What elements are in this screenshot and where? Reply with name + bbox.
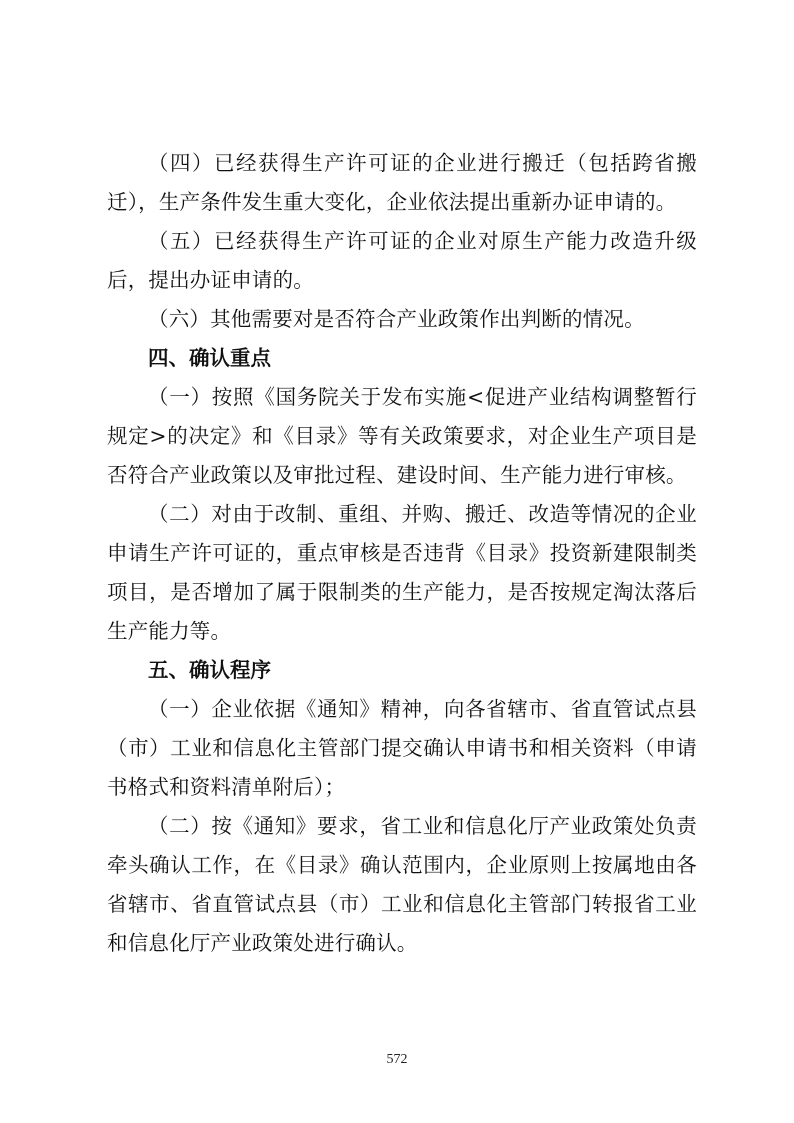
section-heading-confirmation-focus: 四、确认重点 — [148, 346, 271, 370]
focus-item-1: （一）按照《国务院关于发布实施<促进产业结构调整暂行规定>的决定》和《目录》等有关政策要求，对企业生产项目是否符合产业政策以及审批过程、建设时间、生产能力进行审核。 — [107, 385, 697, 487]
section-heading-confirmation-procedure: 五、确认程序 — [148, 658, 271, 682]
document-body — [107, 144, 697, 963]
focus-item-2: （二）对由于改制、重组、并购、搬迁、改造等情况的企业申请生产许可证的，重点审核是否违背《目录》投资新建限制类项目，是否增加了属于限制类的生产能力，是否按规定淘汰落后生产能力等。 — [107, 502, 697, 643]
paragraph-4: （四）已经获得生产许可证的企业进行搬迁（包括跨省搬迁），生产条件发生重大变化，企业依法提出重新办证申请的。 — [107, 151, 697, 214]
page-number: 572 — [386, 1052, 408, 1067]
paragraph-6: （六）其他需要对是否符合产业政策作出判断的情况。 — [148, 307, 645, 331]
paragraph-5: （五）已经获得生产许可证的企业对原生产能力改造升级后，提出办证申请的。 — [107, 229, 697, 292]
procedure-item-1: （一）企业依据《通知》精神，向各省辖市、省直管试点县（市）工业和信息化主管部门提交确认申请书和相关资料（申请书格式和资料清单附后）； — [107, 697, 697, 799]
procedure-item-2: （二）按《通知》要求，省工业和信息化厅产业政策处负责牵头确认工作，在《目录》确认范围内，企业原则上按属地由各省辖市、省直管试点县（市）工业和信息化主管部门转报省工业和信息化厅产业政策处进行确认。 — [107, 814, 697, 955]
